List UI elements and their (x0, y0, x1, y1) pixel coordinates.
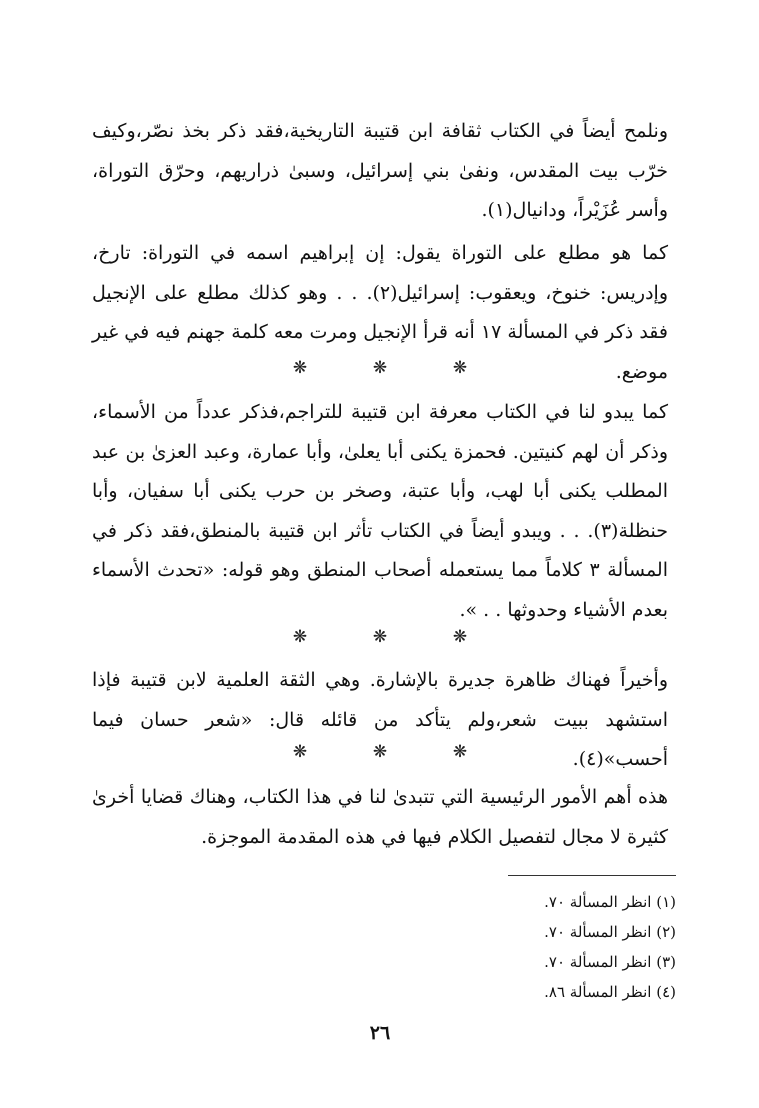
asterism-icon: ❋ (292, 627, 308, 647)
paragraph-text: كما يبدو لنا في الكتاب معرفة ابن قتيبة للتراجم،فذكر عدداً من الأسماء، وذكر أن لهم كنيتين. فحمزة يكنى أبا يعلىٰ، وأبا عمارة، وعبد العزىٰ بن عبد المطلب يكنى أبا لهب، وأبا عتبة، وصخر بن حرب يكنى أبا سفيان، وأبا حنظلة(٣). . . ويبدو أيضاً في الكتاب تأثر ابن قتيبة بالمنطق،فقد ذكر في المسألة ٣ كلاماً مما يستعمله أصحاب المنطق وهو قوله: «تحدث الأسماء بعدم الأشياء وحدوثها . . ». (92, 401, 669, 621)
paragraph-text: ونلمح أيضاً في الكتاب ثقافة ابن قتيبة التاريخية،فقد ذكر بخذ نصّر،وكيف خرّب بيت المقدس، ونفىٰ بني إسرائيل، وسبىٰ ذراريهم، وحرّق التوراة، وأسر عُزَيْراً، ودانيال(١). (92, 120, 668, 221)
footnote: (١) انظر المسألة ٧٠. (544, 893, 676, 911)
asterism-icon: ❋ (372, 742, 388, 762)
asterism-icon: ❋ (292, 742, 308, 762)
paragraph-text: هذه أهم الأمور الرئيسية التي تتبدىٰ لنا في هذا الكتاب، وهناك قضايا أخرىٰ كثيرة لا مجال لتفصيل الكلام فيها في هذه المقدمة الموجزة. (92, 786, 668, 848)
asterism-icon: ❋ (372, 627, 388, 647)
section-separator (290, 741, 470, 763)
footnote: (٢) انظر المسألة ٧٠. (544, 923, 676, 941)
asterism-icon: ❋ (452, 627, 468, 647)
page-number: ٢٦ (369, 1022, 391, 1044)
paragraph-biographies (92, 393, 668, 630)
footnote: (٤) انظر المسألة ٨٦. (544, 983, 676, 1001)
asterism-icon: ❋ (452, 358, 468, 378)
section-separator (290, 357, 470, 379)
paragraph-text: وأخيراً فهناك ظاهرة جديرة بالإشارة. وهي الثقة العلمية لابن قتيبة فإذا استشهد ببيت شعر،ولم يتأكد من قائله قال: «شعر حسان فيما أحسب»(٤). (92, 669, 668, 770)
footnote-divider (508, 875, 676, 876)
footnotes (330, 887, 676, 1007)
asterism-icon: ❋ (452, 742, 468, 762)
paragraph-text: كما هو مطلع على التوراة يقول: إن إبراهيم اسمه في التوراة: تارخ، وإدريس: خنوخ، ويعقوب: إسرائيل(٢). . . وهو كذلك مطلع على الإنجيل فقد ذكر في المسألة ١٧ أنه قرأ الإنجيل ومرت معه كلمة جهنم فيه في غير موضع. (92, 242, 668, 383)
section-separator (290, 626, 470, 648)
paragraph-history (92, 112, 668, 231)
paragraph-conclusion (92, 778, 668, 857)
footnote: (٣) انظر المسألة ٧٠. (544, 953, 676, 971)
asterism-icon: ❋ (372, 358, 388, 378)
asterism-icon: ❋ (292, 358, 308, 378)
